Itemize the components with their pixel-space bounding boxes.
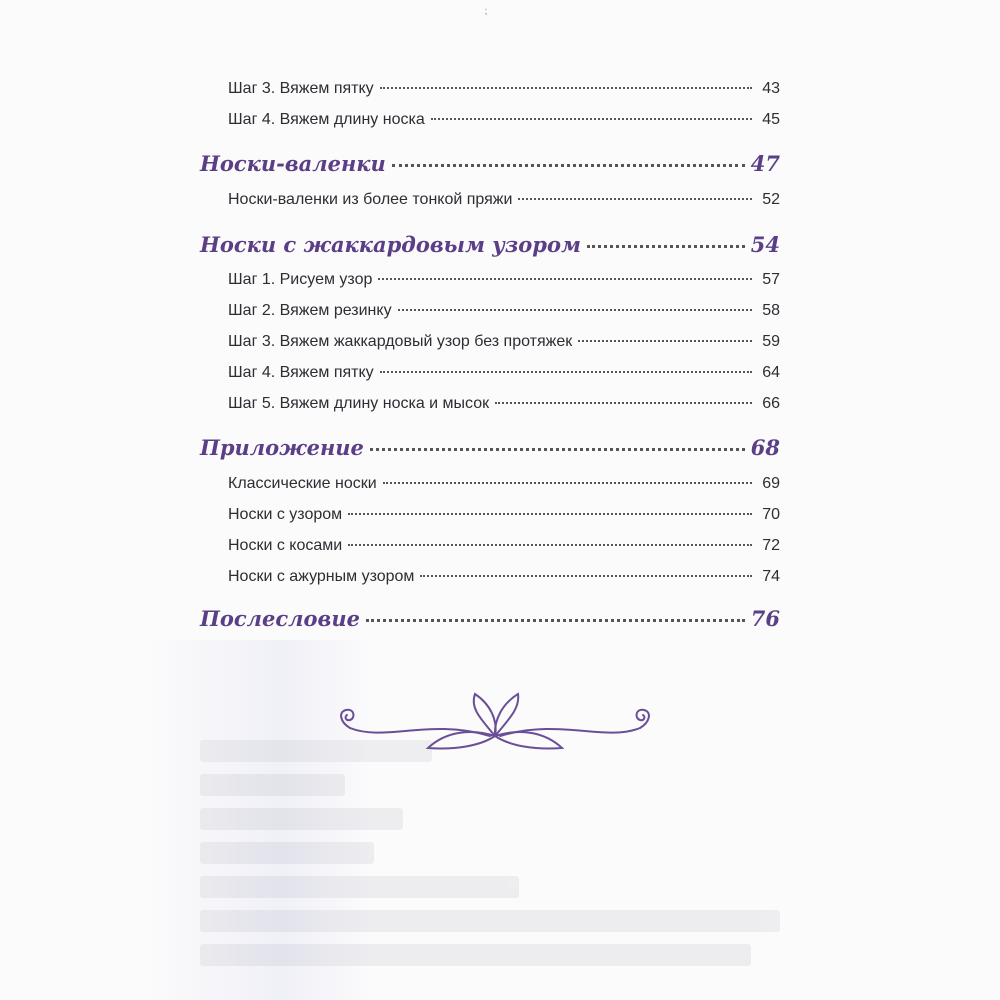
dot-leader — [380, 371, 752, 373]
toc-entry-label: Шаг 4. Вяжем длину носка — [228, 111, 425, 128]
toc-entry-page: 70 — [762, 506, 780, 523]
toc-entry-label: Шаг 2. Вяжем резинку — [228, 302, 392, 319]
toc-section-page: 47 — [750, 151, 780, 176]
dot-leader — [587, 245, 745, 248]
toc-entry[interactable] — [228, 302, 780, 320]
toc-entry-label: Шаг 1. Рисуем узор — [228, 271, 373, 288]
toc-entry[interactable] — [228, 364, 780, 382]
toc-entry-page: 57 — [762, 271, 780, 288]
toc-entry[interactable] — [228, 395, 780, 413]
toc-entry-page: 52 — [762, 191, 780, 208]
page-mark: ⁏ — [484, 6, 488, 17]
toc-entry-label: Шаг 4. Вяжем пятку — [228, 364, 374, 381]
toc-entry-page: 58 — [762, 302, 780, 319]
toc-section-label: Носки-валенки — [200, 151, 386, 176]
toc-entry-page: 64 — [762, 364, 780, 381]
toc-entry[interactable] — [228, 475, 780, 493]
toc-entry-label: Шаг 3. Вяжем пятку — [228, 80, 374, 97]
toc-section[interactable] — [200, 606, 780, 631]
toc-entry-label: Шаг 3. Вяжем жаккардовый узор без протяжек — [228, 333, 573, 350]
toc-entry[interactable] — [228, 80, 780, 98]
toc-entry[interactable] — [228, 271, 780, 289]
bleed-through-text — [200, 740, 780, 1000]
toc-entry-label: Носки с косами — [228, 537, 343, 554]
toc-section-label: Послесловие — [200, 606, 360, 631]
toc-entry[interactable] — [228, 111, 780, 129]
toc-entry-label: Носки с ажурным узором — [228, 568, 415, 585]
dot-leader — [378, 278, 752, 280]
toc-entry-page: 69 — [762, 475, 780, 492]
toc-entry[interactable] — [228, 191, 780, 209]
toc-section[interactable] — [200, 232, 780, 257]
toc-entry-label: Шаг 5. Вяжем длину носка и мысок — [228, 395, 490, 412]
toc-section[interactable] — [200, 151, 780, 176]
toc-section-page: 68 — [750, 435, 780, 460]
toc-section-page: 76 — [750, 606, 780, 631]
dot-leader — [578, 340, 752, 342]
toc-entry[interactable] — [228, 537, 780, 555]
dot-leader — [383, 482, 752, 484]
dot-leader — [495, 402, 752, 404]
toc-entry[interactable] — [228, 568, 780, 586]
toc-entry-page: 72 — [762, 537, 780, 554]
dot-leader — [431, 118, 752, 120]
toc-entry-label: Носки-валенки из более тонкой пряжи — [228, 191, 513, 208]
toc-section[interactable] — [200, 435, 780, 460]
toc-section-page: 54 — [750, 232, 780, 257]
dot-leader — [370, 448, 745, 451]
toc-entry-label: Носки с узором — [228, 506, 343, 523]
dot-leader — [348, 513, 752, 515]
dot-leader — [348, 544, 752, 546]
dot-leader — [392, 164, 745, 167]
dot-leader — [380, 87, 752, 89]
dot-leader — [398, 309, 752, 311]
toc-section-label: Носки с жаккардовым узором — [200, 232, 581, 257]
toc-entry-label: Классические носки — [228, 475, 377, 492]
toc-entry[interactable] — [228, 506, 780, 524]
toc-entry-page: 66 — [762, 395, 780, 412]
toc-entry-page: 74 — [762, 568, 780, 585]
dot-leader — [420, 575, 752, 577]
toc-entry-page: 45 — [762, 111, 780, 128]
dot-leader — [366, 619, 745, 622]
toc-entry-page: 43 — [762, 80, 780, 97]
toc-section-label: Приложение — [200, 435, 364, 460]
toc-entry[interactable] — [228, 333, 780, 351]
dot-leader — [518, 198, 752, 200]
toc-entry-page: 59 — [762, 333, 780, 350]
